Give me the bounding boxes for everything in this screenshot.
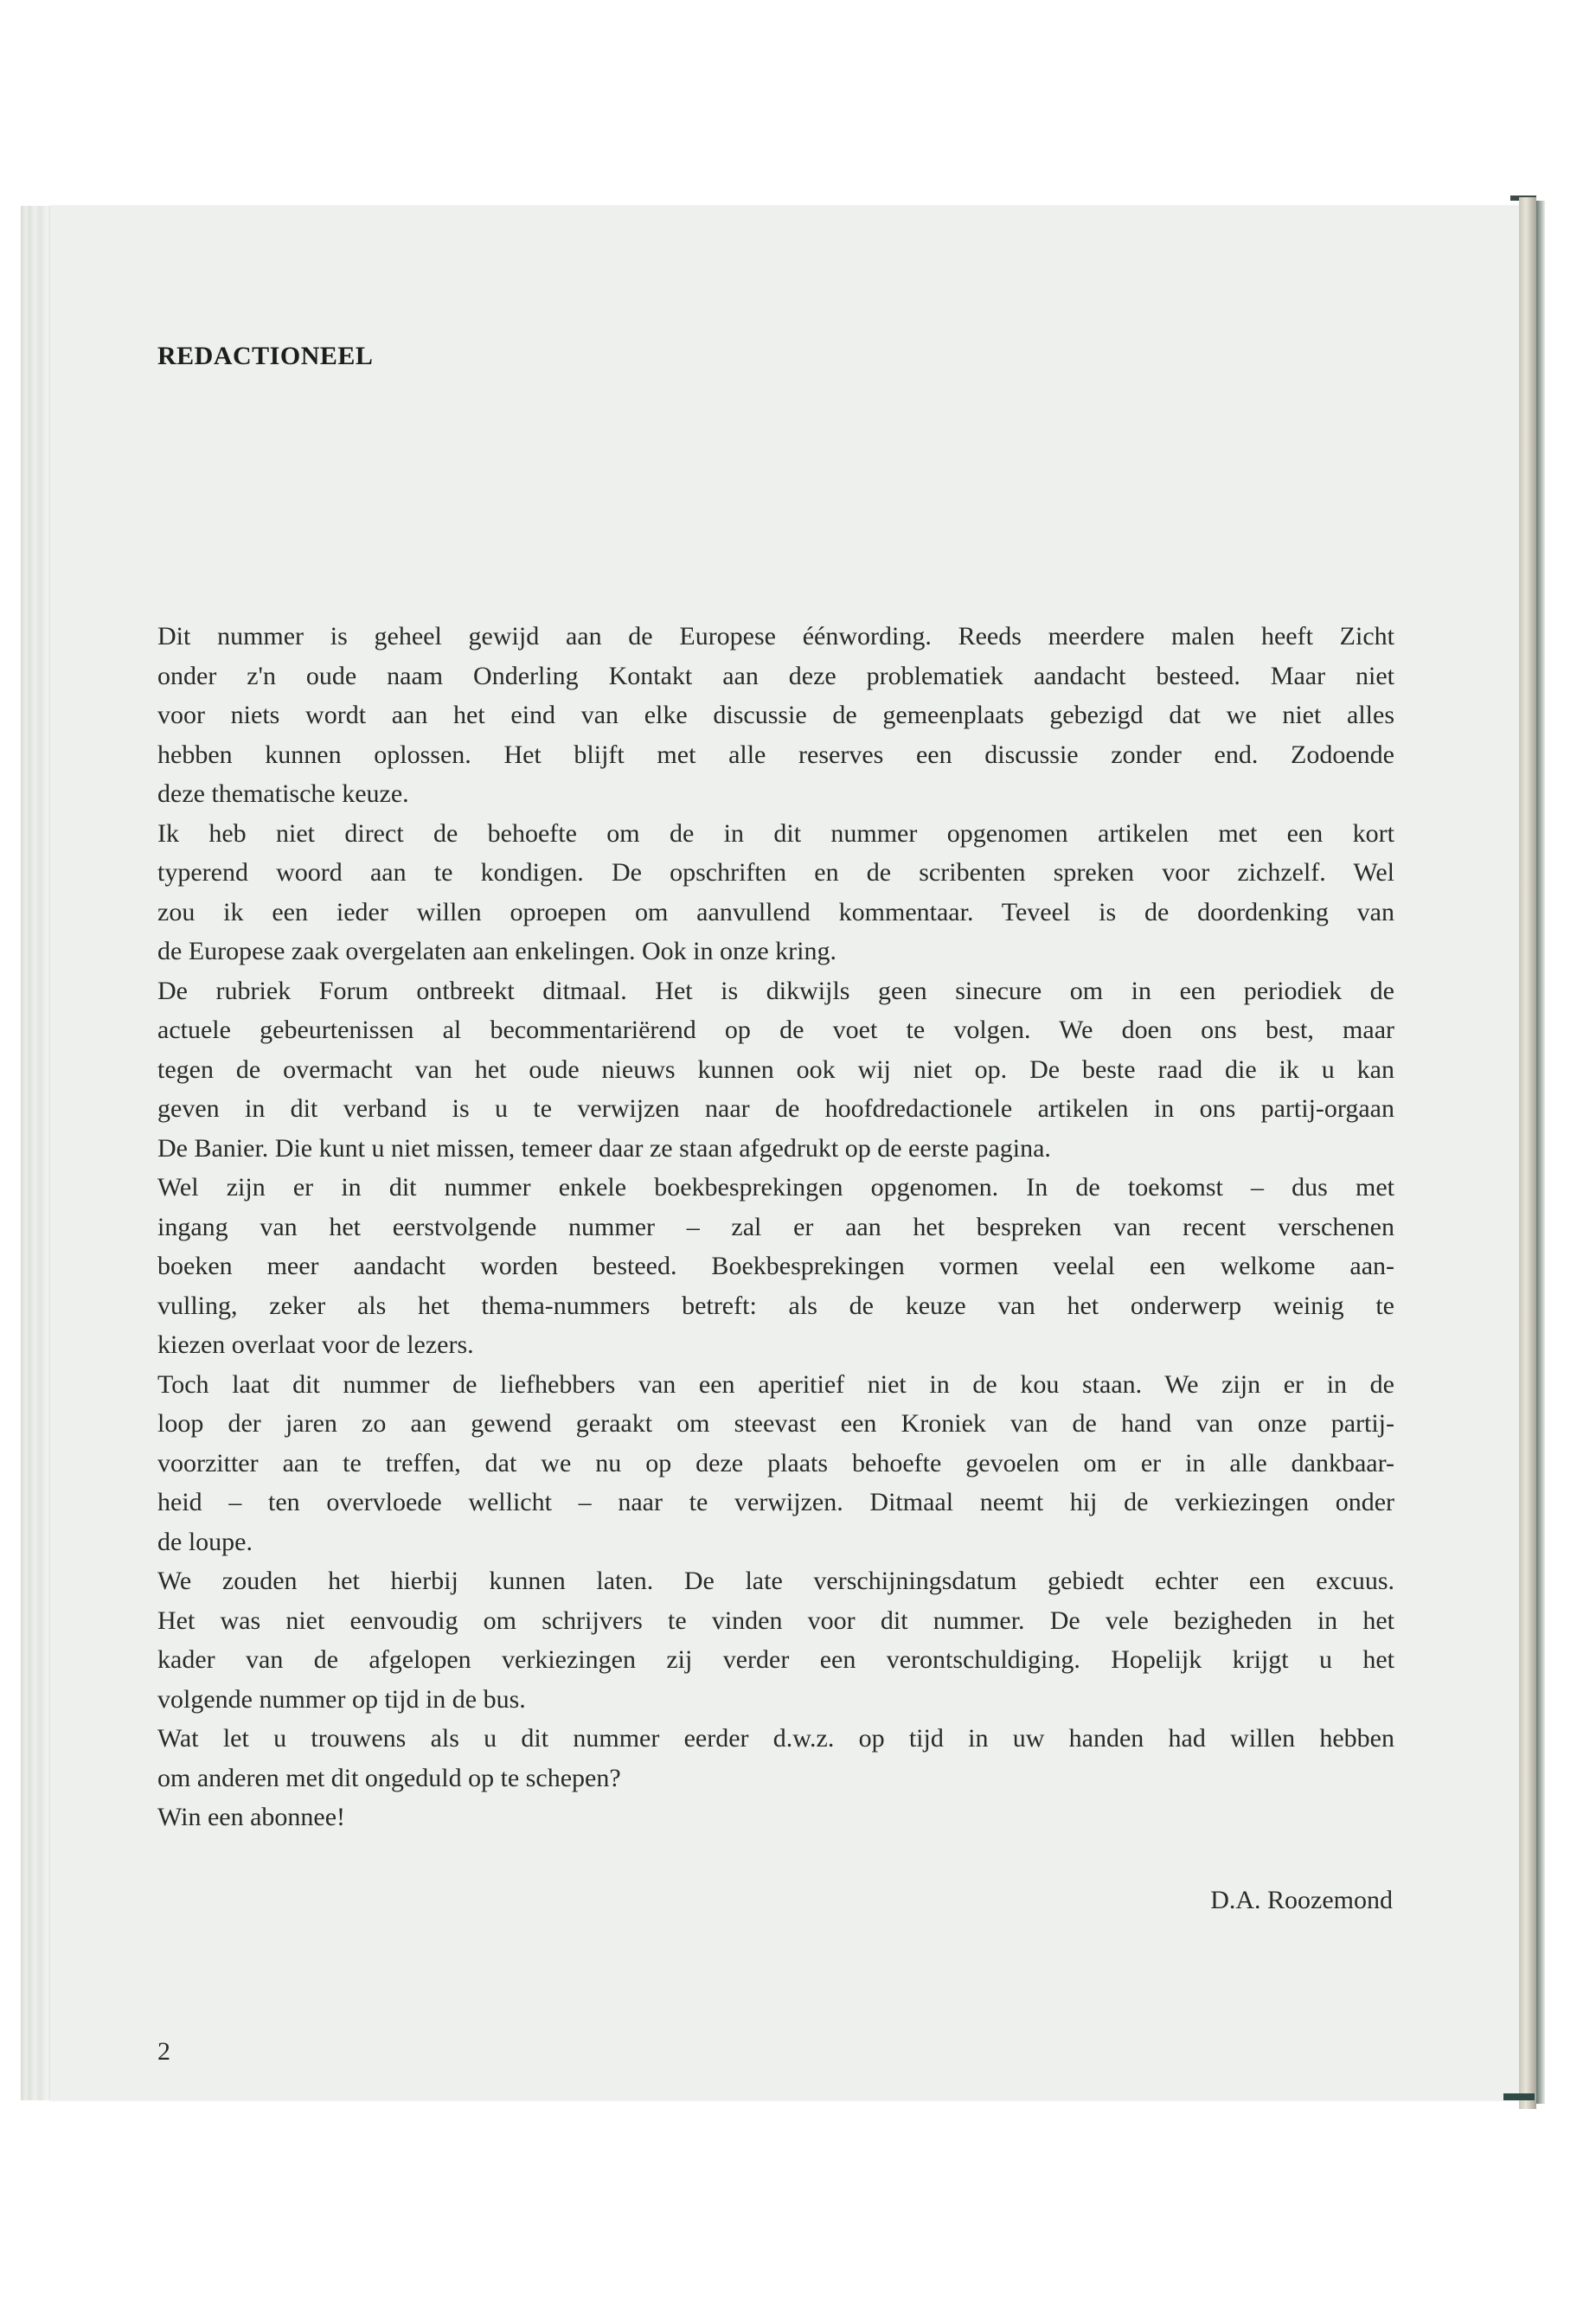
text-line: voor niets wordt aan het eind van elke discussie de gemeenplaats gebezigd dat we niet alles — [157, 701, 1394, 729]
text-line: boeken meer aandacht worden besteed. Boekbesprekingen vormen veelal een welkome aan- — [157, 1252, 1394, 1280]
text-line: actuele gebeurtenissen al becommentariërend op de voet te volgen. We doen ons best, maar — [157, 1016, 1394, 1044]
text-line: onder z'n oude naam Onderling Kontakt aan deze problematiek aandacht besteed. Maar niet — [157, 661, 1394, 690]
text-line: Toch laat dit nummer de liefhebbers van een aperitief niet in de kou staan. We zijn er in de — [157, 1369, 1394, 1399]
text-line: De Banier. Die kunt u niet missen, temeer daar ze staan afgedrukt op de eerste pagina. — [157, 1133, 1051, 1163]
text-line: Wat let u trouwens als u dit nummer eerder d.w.z. op tijd in uw handen had willen hebben — [157, 1724, 1394, 1753]
text-line: hebben kunnen oplossen. Het blijft met alle reserves een discussie zonder end. Zodoende — [157, 740, 1394, 769]
page-heading: REDACTIONEEL — [157, 342, 374, 370]
page-number: 2 — [157, 2037, 170, 2066]
text-line: kader van de afgelopen verkiezingen zij verder een verontschuldiging. Hopelijk krijgt u het — [157, 1645, 1394, 1674]
text-line: de loupe. — [157, 1527, 253, 1556]
text-line: ingang van het eerstvolgende nummer – zal er aan het bespreken van recent verschenen — [157, 1212, 1394, 1241]
text-line: zou ik een ieder willen oproepen om aanvullend kommentaar. Teveel is de doordenking van — [157, 897, 1394, 926]
book-binding — [1519, 197, 1536, 2109]
text-line: deze thematische keuze. — [157, 779, 409, 808]
text-line: om anderen met dit ongeduld op te schepen? — [157, 1763, 621, 1792]
text-line: loop der jaren zo aan gewend geraakt om steevast een Kroniek van de hand van onze partij- — [157, 1409, 1394, 1438]
text-line: Ik heb niet direct de behoefte om de in dit nummer opgenomen artikelen met een kort — [157, 818, 1394, 848]
text-line: geven in dit verband is u te verwijzen naar de hoofdredactionele artikelen in ons partij-orgaan — [157, 1094, 1394, 1123]
text-line: We zouden het hierbij kunnen laten. De late verschijningsdatum gebiedt echter een excuus. — [157, 1567, 1394, 1595]
text-line: de Europese zaak overgelaten aan enkelingen. Ook in onze kring. — [157, 937, 836, 965]
text-line: heid – ten overvloede wellicht – naar te verwijzen. Ditmaal neemt hij de verkiezingen onder — [157, 1488, 1394, 1516]
text-line: Het was niet eenvoudig om schrijvers te vinden voor dit nummer. De vele bezigheden in het — [157, 1606, 1394, 1635]
text-line: voorzitter aan te treffen, dat we nu op deze plaats behoefte gevoelen om er in alle dankbaar- — [157, 1448, 1394, 1477]
author-signature: D.A. Roozemond — [1210, 1886, 1393, 1914]
editorial-body — [157, 617, 1394, 1837]
text-line: tegen de overmacht van het oude nieuws kunnen ook wij niet op. De beste raad die ik u kan — [157, 1054, 1394, 1084]
binding-shadow — [1536, 201, 1545, 2104]
text-line: kiezen overlaat voor de lezers. — [157, 1330, 474, 1359]
text-line: volgende nummer op tijd in de bus. — [157, 1684, 526, 1714]
text-line: Win een abonnee! — [157, 1803, 346, 1831]
text-line: Dit nummer is geheel gewijd aan de Europese éénwording. Reeds meerdere malen heeft Zicht — [157, 622, 1394, 651]
text-line: vulling, zeker als het thema-nummers betreft: als de keuze van het onderwerp weinig te — [157, 1291, 1394, 1320]
text-line: De rubriek Forum ontbreekt ditmaal. Het is dikwijls geen sinecure om in een periodiek de — [157, 976, 1394, 1005]
text-line: Wel zijn er in dit nummer enkele boekbesprekingen opgenomen. In de toekomst – dus met — [157, 1173, 1394, 1202]
binding-cap-bottom — [1503, 2093, 1535, 2100]
text-line: typerend woord aan te kondigen. De opschriften en de scribenten spreken voor zichzelf. Wel — [157, 858, 1394, 887]
